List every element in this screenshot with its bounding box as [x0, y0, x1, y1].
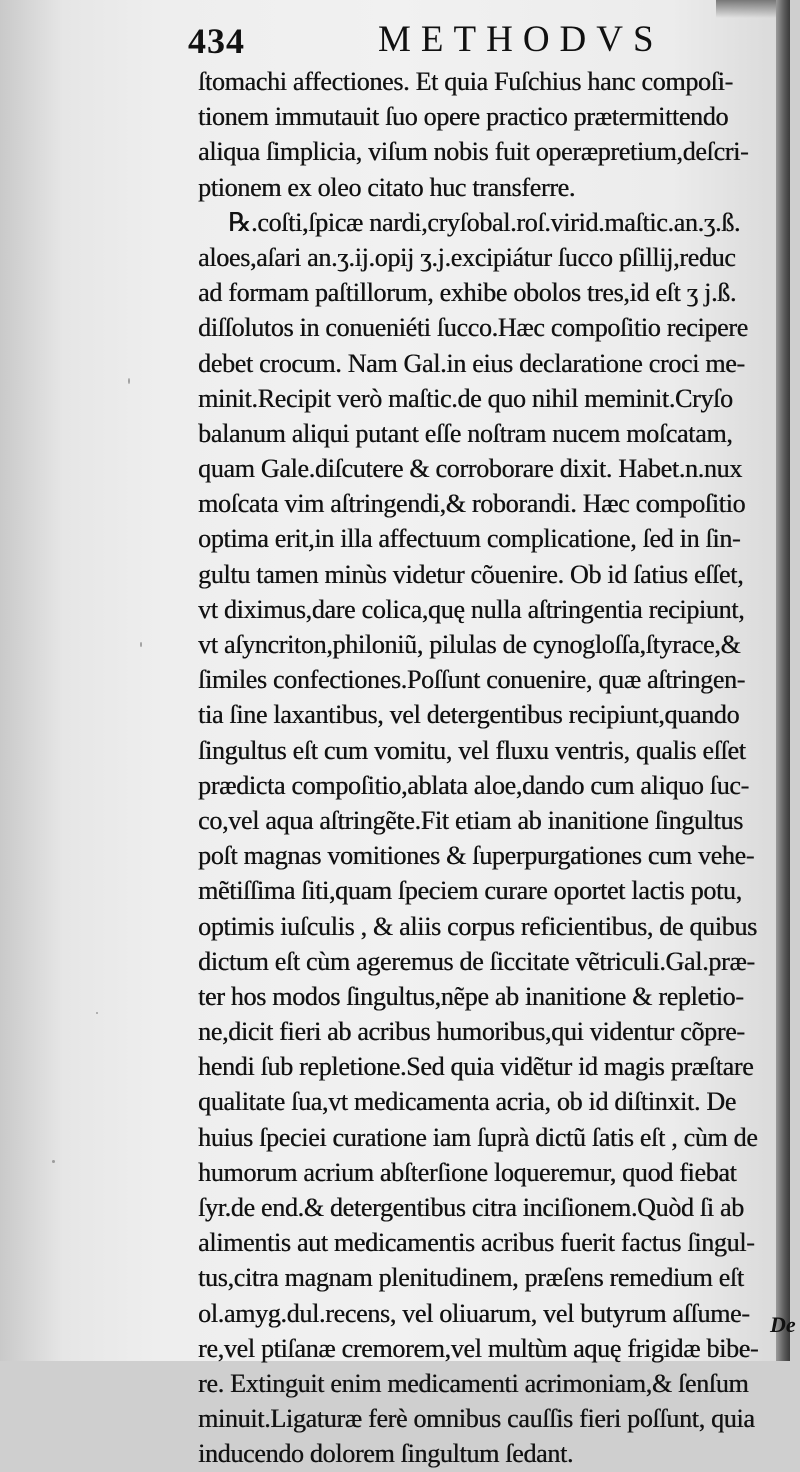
text-line: huius ſpeciei curatione iam ſuprà dictũ ſatis eſt , cùm de — [198, 1122, 758, 1152]
text-line: tia ſine laxantibus, vel detergentibus recipiunt,quando — [198, 700, 740, 730]
text-line: ne,dicit fieri ab acribus humoribus,qui videntur cõpre- — [198, 1017, 745, 1047]
text-line: balanum aliqui putant eſſe noſtram nucem moſcatam, — [198, 418, 733, 448]
text-line: ſtomachi affectiones. Et quia Fuſchius hanc compoſi- — [198, 67, 733, 96]
text-line: ad formam paſtillorum, exhibe obolos tres,id eſt ʒ j.ß. — [198, 278, 737, 308]
text-line: prædicta compoſitio,ablata aloe,dando cum aliquo ſuc- — [198, 770, 749, 800]
catchword: De — [770, 1312, 796, 1337]
text-line: co,vel aqua aſtringẽte.Fit etiam ab inanitione ſingultus — [198, 805, 743, 835]
text-line: ſyr.de end.& detergentibus citra inciſionem.Quòd ſi ab — [198, 1193, 744, 1222]
text-line: tus,citra magnam plenitudinem, præſens remedium eſt — [198, 1263, 744, 1293]
text-line: humorum acrium abſterſione loqueremur, quod fiebat — [198, 1157, 737, 1187]
text-line: debet crocum. Nam Gal.in eius declaratione croci me- — [198, 348, 745, 378]
text-line: re,vel ptiſanæ cremorem,vel multùm aquę frigidæ bibe- — [198, 1333, 759, 1363]
text-line: ſingultus eſt cum vomitu, vel fluxu ventris, qualis eſſet — [198, 735, 746, 765]
body-text — [198, 64, 798, 1472]
running-head — [188, 18, 778, 64]
text-line: ol.amyg.dul.recens, vel oliuarum, vel butyrum aſſume- — [198, 1298, 750, 1328]
text-line: minit.Recipit verò maſtic.de quo nihil meminit.Cryſo — [198, 383, 733, 413]
text-line: aliqua ſimplicia, viſum nobis fuit operæpretium,deſcri- — [198, 137, 749, 167]
text-line: vt diximus,dare colica,quę nulla aſtringentia recipiunt, — [198, 594, 745, 624]
text-line: ſimiles confectiones.Poſſunt conuenire, quæ aſtringen- — [198, 665, 746, 695]
text-line: mẽtiſſima ſiti,quam ſpeciem curare oportet lactis potu, — [198, 876, 742, 906]
text-line: inducendo dolorem ſingultum ſedant. — [198, 1439, 574, 1469]
text-line: optima erit,in illa affectuum complicatione, ſed in ſin- — [198, 524, 741, 554]
text-line: vt aſyncriton,philoniũ, pilulas de cynogloſſa,ſtyrace,& — [198, 630, 741, 659]
text-line: ter hos modos ſingultus,nẽpe ab inanitione & repletio- — [198, 981, 744, 1011]
page-shadow — [716, 0, 776, 18]
text-line: re. Extinguit enim medicamenti acrimoniam,& ſenſum — [198, 1368, 749, 1398]
text-line: aloes,aſari an.ʒ.ij.opij ʒ.j.excipiátur ſucco pſillij,reduc — [198, 242, 736, 272]
text-line: ptionem ex oleo citato huc transferre. — [198, 172, 576, 202]
text-line: alimentis aut medicamentis acribus fuerit factus ſingul- — [198, 1228, 755, 1258]
text-line: tionem immutauit ſuo opere practico prætermittendo — [198, 102, 729, 132]
text-line: optimis iuſculis , & aliis corpus reficientibus, de quibus — [198, 911, 757, 941]
text-line: moſcata vim aſtringendi,& roborandi. Hæc compoſitio — [198, 489, 746, 519]
text-line: qualitate ſua,vt medicamenta acria, ob id diſtinxit. De — [198, 1087, 736, 1117]
text-line: minuit.Ligaturæ ferè omnibus cauſſis fieri poſſunt, quia — [198, 1404, 755, 1434]
text-line: quam Gale.diſcutere & corroborare dixit. Habet.n.nux — [198, 454, 742, 484]
text-line: ℞.coſti,ſpicæ nardi,cryſobal.roſ.virid.maſtic.an.ʒ.ß. — [228, 207, 741, 237]
text-line: dictum eſt cùm ageremus de ſiccitate vẽtriculi.Gal.præ- — [198, 946, 755, 976]
text-line: diſſolutos in conueniéti ſucco.Hæc compoſitio recipere — [198, 313, 748, 343]
text-line: hendi ſub repletione.Sed quia vidẽtur id magis præſtare — [198, 1052, 754, 1082]
running-title: METHODVS — [378, 19, 664, 60]
text-line: gultu tamen minùs videtur cõuenire. Ob id ſatius eſſet, — [198, 559, 744, 589]
text-line: poſt magnas vomitiones & ſuperpurgationes cum vehe- — [198, 841, 755, 871]
page-number: 434 — [188, 21, 245, 61]
